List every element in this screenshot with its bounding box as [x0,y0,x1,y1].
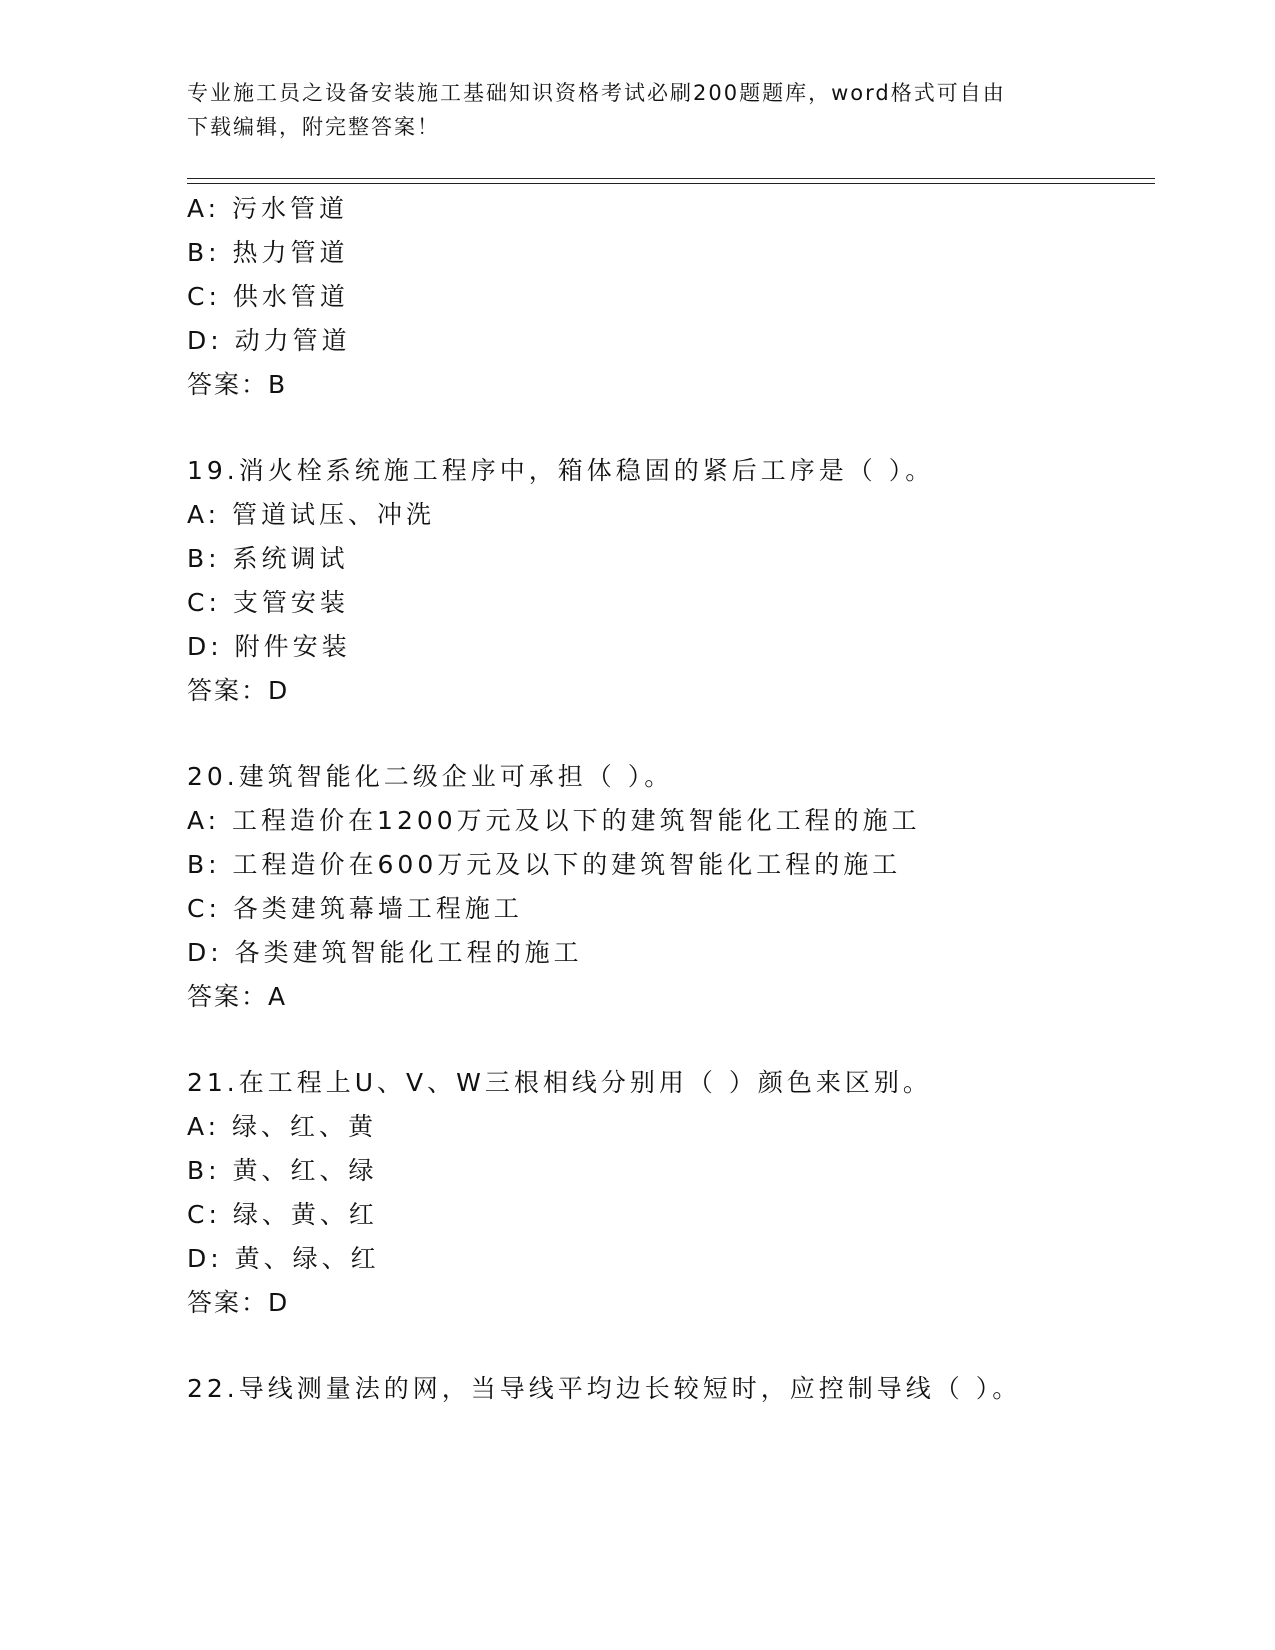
q19-option-a: A: 管道试压、冲洗 [187,500,436,529]
header-line-2: 下载编辑，附完整答案！ [187,115,440,139]
q19-answer: 答案：D [187,676,290,705]
q22-question: 22.导线测量法的网，当导线平均边长较短时，应控制导线（ ）。 [187,1374,1022,1403]
q19-option-b: B: 系统调试 [187,544,349,573]
header-divider-top [187,178,1155,179]
q18-option-a: A: 污水管道 [187,194,349,223]
q19-question: 19.消火栓系统施工程序中，箱体稳固的紧后工序是（ ）。 [187,456,935,485]
q21-option-d: D: 黄、绿、红 [187,1244,380,1273]
q20-question: 20.建筑智能化二级企业可承担（ ）。 [187,762,674,791]
q20-option-c: C: 各类建筑幕墙工程施工 [187,894,523,923]
q18-option-c: C: 供水管道 [187,282,349,311]
q21-question: 21.在工程上U、V、W三根相线分别用（ ）颜色来区别。 [187,1068,932,1097]
q20-option-b: B: 工程造价在600万元及以下的建筑智能化工程的施工 [187,850,902,879]
q21-option-a: A: 绿、红、黄 [187,1112,378,1141]
q19-option-d: D: 附件安装 [187,632,351,661]
q19-option-c: C: 支管安装 [187,588,349,617]
q20-option-a: A: 工程造价在1200万元及以下的建筑智能化工程的施工 [187,806,921,835]
q18-option-b: B: 热力管道 [187,238,349,267]
header-line-1: 专业施工员之设备安装施工基础知识资格考试必刷200题题库，word格式可自由 [187,81,1006,105]
q21-option-b: B: 黄、红、绿 [187,1156,378,1185]
header-divider-bottom [187,183,1155,184]
q20-option-d: D: 各类建筑智能化工程的施工 [187,938,583,967]
document-header [187,76,1067,144]
q21-answer: 答案：D [187,1288,290,1317]
q20-answer: 答案：A [187,982,288,1011]
q18-option-d: D: 动力管道 [187,326,351,355]
q18-answer: 答案：B [187,370,288,399]
q21-option-c: C: 绿、黄、红 [187,1200,378,1229]
